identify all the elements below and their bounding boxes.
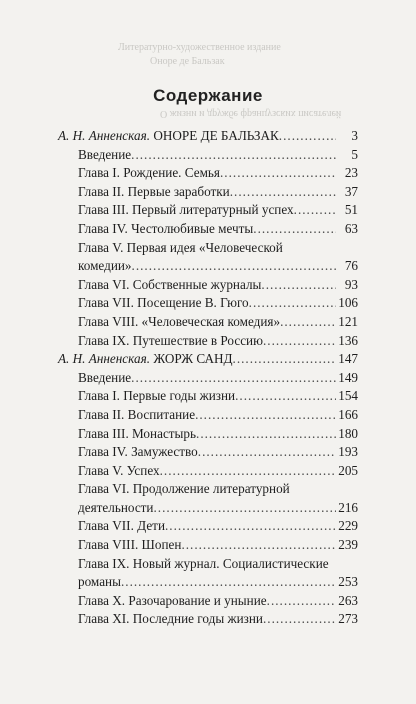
- dot-leader: [253, 220, 336, 239]
- toc-entry-text: [78, 387, 358, 406]
- page-number: 23: [344, 165, 358, 181]
- toc-leader-line: [78, 573, 358, 592]
- dot-leader: [131, 369, 336, 388]
- toc-entry: [58, 201, 358, 220]
- toc-entry-text: [78, 313, 358, 332]
- page-number: 180: [338, 425, 358, 441]
- toc-entry-title: Глава VII. Посещение В. Гюго: [78, 295, 249, 311]
- table-of-contents: [58, 127, 358, 629]
- page-number: 193: [338, 444, 358, 460]
- dot-leader: [249, 294, 336, 313]
- part-title: ОНОРЕ ДЕ БАЛЬЗАК: [153, 128, 279, 143]
- dot-leader: [263, 610, 336, 629]
- bleed-through-text: Оноре де Бальзак: [150, 56, 225, 67]
- toc-entry: [58, 294, 358, 313]
- dot-leader: [132, 257, 336, 276]
- page-number: 106: [338, 295, 358, 311]
- toc-entry-text: [78, 517, 358, 536]
- page-number: 239: [338, 537, 358, 553]
- dot-leader: [198, 443, 336, 462]
- toc-entry-title: Глава VII. Дети: [78, 518, 165, 534]
- toc-entry-text: [58, 127, 358, 146]
- toc-leader-line: [78, 499, 358, 518]
- contents-title: Содержание: [153, 86, 263, 105]
- bleed-through-text: Литературно-художественное издание: [118, 42, 281, 53]
- toc-entry: [58, 443, 358, 462]
- page-number: 63: [344, 220, 358, 236]
- author-name: А. Н. Анненская.: [58, 351, 151, 367]
- toc-entry-text: [78, 183, 358, 202]
- toc-entry: [58, 480, 358, 517]
- toc-entry-text: [78, 425, 358, 444]
- toc-entry-text: [78, 369, 358, 388]
- toc-entry: [58, 220, 358, 239]
- toc-entry: [58, 406, 358, 425]
- dot-leader: [181, 536, 336, 555]
- toc-entry-title: Глава III. Первый литературный успех: [78, 202, 294, 218]
- dot-leader: [165, 517, 336, 536]
- page-number: 263: [338, 592, 358, 608]
- dot-leader: [233, 350, 336, 369]
- toc-entry: [58, 239, 358, 276]
- toc-entry-text: [58, 350, 358, 369]
- page-number: 5: [351, 146, 358, 162]
- toc-entry-text: [78, 201, 358, 220]
- toc-entry-title: Глава VI. Собственные журналы: [78, 276, 262, 292]
- dot-leader: [131, 146, 336, 165]
- toc-entry-line: Глава V. Первая идея «Человеческой: [78, 239, 283, 255]
- toc-entry-text: [78, 555, 358, 592]
- dot-leader: [196, 425, 336, 444]
- toc-entry: [58, 555, 358, 592]
- dot-leader: [263, 332, 336, 351]
- toc-entry-title: [58, 350, 233, 369]
- toc-entry: [58, 610, 358, 629]
- toc-entry: [58, 369, 358, 388]
- toc-entry-title: Глава III. Монастырь: [78, 425, 197, 441]
- toc-entry-text: [78, 276, 358, 295]
- page-number: 166: [338, 406, 358, 422]
- page-number: 121: [338, 313, 358, 329]
- dot-leader: [294, 201, 336, 220]
- toc-entry-title: Глава VIII. Шопен: [78, 537, 182, 553]
- toc-entry-title: Введение: [78, 369, 132, 385]
- page-number: 147: [338, 351, 358, 367]
- toc-entry-line: романы: [78, 574, 121, 590]
- dot-leader: [160, 462, 336, 481]
- toc-part: [58, 127, 358, 146]
- toc-entry: [58, 387, 358, 406]
- dot-leader: [235, 387, 336, 406]
- toc-entry: [58, 592, 358, 611]
- toc-entry-text: [78, 220, 358, 239]
- toc-entry: [58, 517, 358, 536]
- toc-entry-text: [78, 406, 358, 425]
- dot-leader: [220, 164, 336, 183]
- dot-leader: [121, 573, 336, 592]
- bleed-through-text: О жизни и дружбе французских писателей: [160, 108, 342, 119]
- toc-entry: [58, 146, 358, 165]
- toc-entry-text: [78, 462, 358, 481]
- dot-leader: [280, 313, 336, 332]
- toc-entry-text: [78, 480, 358, 517]
- toc-entry-text: [78, 294, 358, 313]
- page-number: 154: [338, 388, 358, 404]
- page-number: 76: [344, 258, 358, 274]
- toc-entry-title: Глава IV. Честолюбивые мечты: [78, 220, 254, 236]
- page-number: 51: [344, 202, 358, 218]
- toc-entry-title: Глава I. Первые годы жизни: [78, 388, 236, 404]
- page-number: 136: [338, 332, 358, 348]
- toc-entry: [58, 536, 358, 555]
- page-number: 93: [344, 276, 358, 292]
- toc-entry-title: Глава XI. Последние годы жизни: [78, 611, 263, 627]
- toc-entry-title: Глава IV. Замужество: [78, 444, 198, 460]
- toc-entry-title: Глава VIII. «Человеческая комедия»: [78, 313, 281, 329]
- toc-entry-title: Глава II. Воспитание: [78, 406, 196, 422]
- page-number: 3: [351, 128, 358, 143]
- dot-leader: [154, 499, 337, 518]
- page-number: 273: [338, 611, 358, 627]
- toc-entry: [58, 313, 358, 332]
- toc-entry: [58, 462, 358, 481]
- toc-entry-title: Введение: [78, 146, 132, 162]
- toc-entry-text: [78, 239, 358, 276]
- page-number: 216: [338, 499, 358, 515]
- toc-entry: [58, 276, 358, 295]
- page-number: 253: [338, 574, 358, 590]
- toc-leader-line: [78, 257, 358, 276]
- toc-entry: [58, 332, 358, 351]
- page-number: 149: [338, 369, 358, 385]
- toc-entry-title: Глава X. Разочарование и уныние: [78, 592, 267, 608]
- toc-entry-title: Глава V. Успех: [78, 462, 160, 478]
- toc-entry: [58, 164, 358, 183]
- page-number: 205: [338, 462, 358, 478]
- toc-entry-line: Глава VI. Продолжение литературной: [78, 481, 290, 497]
- toc-entry-text: [78, 332, 358, 351]
- toc-part: [58, 350, 358, 369]
- toc-entry-text: [78, 146, 358, 165]
- toc-entry-line: Глава IX. Новый журнал. Социалистические: [78, 555, 329, 571]
- dot-leader: [230, 183, 336, 202]
- dot-leader: [279, 127, 336, 146]
- page-number: 229: [338, 518, 358, 534]
- dot-leader: [261, 276, 336, 295]
- toc-entry: [58, 425, 358, 444]
- toc-entry-text: [78, 164, 358, 183]
- author-name: А. Н. Анненская.: [58, 128, 151, 143]
- toc-entry-text: [78, 610, 358, 629]
- toc-entry-title: Глава II. Первые заработки: [78, 183, 230, 199]
- dot-leader: [195, 406, 336, 425]
- toc-entry-text: [78, 443, 358, 462]
- page-number: 37: [344, 183, 358, 199]
- part-title: ЖОРЖ САНД: [153, 351, 233, 367]
- toc-entry-title: Глава IX. Путешествие в Россию: [78, 332, 263, 348]
- toc-entry-line: деятельности: [78, 499, 154, 515]
- toc-entry: [58, 183, 358, 202]
- dot-leader: [267, 592, 336, 611]
- toc-entry-title: Глава I. Рождение. Семья: [78, 165, 220, 181]
- toc-entry-title: [58, 127, 279, 146]
- toc-entry-text: [78, 536, 358, 555]
- toc-entry-text: [78, 592, 358, 611]
- toc-entry-line: комедии»: [78, 258, 132, 274]
